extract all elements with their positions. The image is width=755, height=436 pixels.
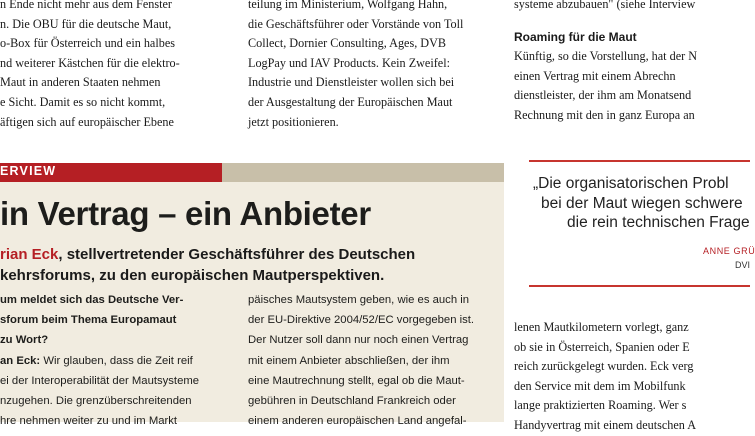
interview-text-line: der EU-Direktive 2004/52/EC vorgegeben ist. (248, 314, 475, 327)
interview-tag-bar (0, 163, 222, 182)
text-line: lange praktizierten Roaming. Wer s (514, 398, 687, 413)
text-line: teilung im Ministerium, Wolfgang Hahn, (248, 0, 448, 11)
interview-text: hre nehmen weiter zu und im Markt (0, 415, 178, 428)
article-column-right-bottom (514, 318, 750, 436)
lead-interviewee-name: rian Eck (0, 246, 59, 263)
text-line: nd weiterer Kästchen für die elektro- (0, 55, 180, 70)
pull-quote-text (529, 174, 750, 233)
pull-quote-line: die rein technischen Frage (567, 214, 750, 231)
text-line: n Ende nicht mehr aus dem Fenster (0, 0, 172, 11)
interview-text-line: Der Nutzer soll dann nur noch einen Vertrag (248, 334, 469, 347)
interview-text-line: mit einem Anbieter abschließen, der ihm (248, 354, 450, 367)
pull-quote-top-rule (529, 160, 750, 162)
interview-text-line: eine Mautrechnung stellt, egal ob die Maut- (248, 374, 465, 387)
text-line: Collect, Dornier Consulting, Ages, DVB (248, 36, 447, 51)
article-column-left (0, 0, 228, 132)
interview-headline: in Vertrag – ein Anbieter (0, 195, 371, 232)
interview-question-line (0, 310, 228, 330)
interview-answer-line (0, 351, 228, 371)
text-line: dienstleister, der ihm am Monatsend (514, 88, 692, 103)
pull-quote (529, 160, 755, 288)
interview-text-line: gebühren in Deutschland Frankreich oder (248, 394, 456, 407)
interview-answer-line (0, 411, 228, 431)
interview-question-line (0, 290, 228, 310)
text-line: Handyvertrag mit einem deutschen A (514, 417, 697, 432)
pull-quote-author: ANNE GRÜ (703, 246, 755, 256)
pull-quote-org: DVI (735, 260, 751, 270)
interview-text: um meldet sich das Deutsche Ver- (0, 294, 184, 306)
text-line: o-Box für Österreich und ein halbes (0, 36, 175, 51)
text-line: Industrie und Dienstleister wollen sich bei (248, 75, 455, 90)
text-line: die Geschäftsführer oder Vorstände von Toll (248, 16, 464, 31)
right-column-intro-line: systeme abzubauen" (siehe Interview (514, 0, 696, 11)
text-line: ob sie in Österreich, Spanien oder E (514, 339, 690, 354)
text-line: der Ausgestaltung der Europäischen Maut (248, 94, 453, 109)
interview-column-2 (248, 290, 504, 431)
interview-text: zu Wort? (0, 334, 49, 347)
interview-lead (0, 244, 504, 286)
interview-column-1 (0, 290, 228, 431)
interview-tag-bar-rest (222, 163, 504, 182)
lead-line-1: , stellvertretender Geschäftsführer des Deutschen (58, 246, 416, 263)
subheading-roaming: Roaming für die Maut (514, 29, 637, 44)
interview-tag-label: ERVIEW (0, 164, 57, 178)
text-line: Maut in anderen Staaten nehmen (0, 75, 161, 90)
text-line: LogPay und IAV Products. Kein Zweifel: (248, 55, 450, 70)
interview-text: sforum beim Thema Europamaut (0, 314, 177, 327)
text-line: einen Vertrag mit einem Abrechn (514, 68, 676, 83)
interview-question-line (0, 330, 228, 350)
interview-text: nzugehen. Die grenzüberschreitenden (0, 394, 192, 407)
interview-text: Wir glauben, dass die Zeit reif (40, 354, 193, 367)
text-line: e Sicht. Damit es so nicht kommt, (0, 94, 166, 109)
text-line: den Service mit dem im Mobilfunk (514, 378, 686, 393)
text-line: reich zurückgelegt wurden. Eck verg (514, 359, 694, 374)
speaker-label: an Eck: (0, 354, 41, 367)
interview-answer-line (0, 391, 228, 411)
article-column-middle (248, 0, 510, 132)
pull-quote-line: bei der Maut wiegen schwere (541, 194, 743, 212)
interview-answer-line (0, 371, 228, 391)
pull-quote-bottom-rule (529, 285, 750, 287)
lead-line-2: kehrsforums, zu den europäischen Mautperspektiven. (0, 267, 385, 284)
interview-text-line: päisches Mautsystem geben, wie es auch in (248, 294, 470, 306)
text-line: lenen Mautkilometern vorlegt, ganz (514, 320, 689, 334)
text-line: jetzt positionieren. (248, 114, 339, 129)
pull-quote-line: „Die organisatorischen Probl (533, 175, 729, 192)
interview-text: ei der Interoperabilität der Mautsysteme (0, 374, 200, 387)
interview-text-line: einem anderen europäischen Land angefal- (248, 415, 467, 428)
text-line: n. Die OBU für die deutsche Maut, (0, 16, 172, 31)
text-line: Künftig, so die Vorstellung, hat der N (514, 49, 698, 64)
article-column-right-top (514, 0, 750, 122)
text-line: Rechnung mit den in ganz Europa an (514, 107, 695, 122)
text-line: äftigen sich auf europäischer Ebene (0, 114, 174, 129)
interview-box (0, 163, 504, 428)
